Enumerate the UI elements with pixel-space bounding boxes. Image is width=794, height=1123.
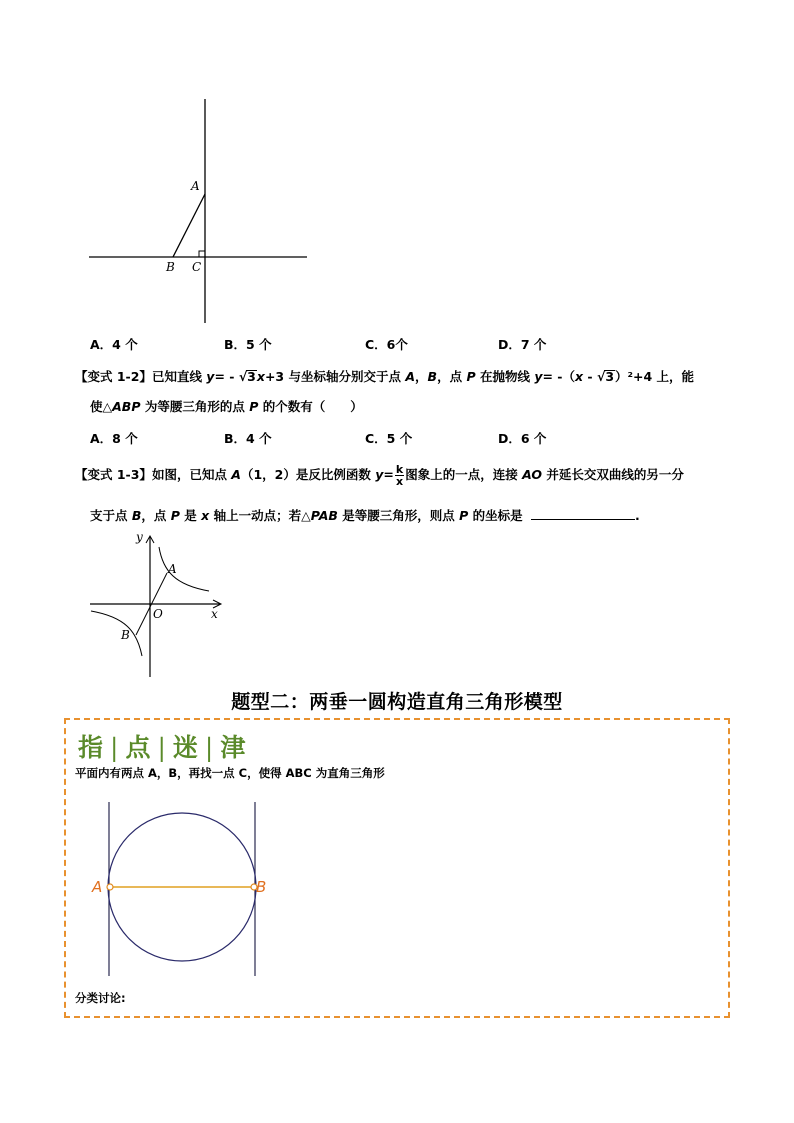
tip-title: 指 | 点 | 迷 | 津: [78, 733, 247, 762]
fraction-k-over-x: $\frac{k}{x}$: [395, 463, 404, 488]
q3-tag: 【变式 1-3】: [75, 467, 152, 482]
figure-triangle-abc: [85, 95, 315, 327]
q2-option-a[interactable]: A．8 个: [90, 431, 138, 446]
tip-description: 平面内有两点 A，B，再找一点 C，使得 ABC 为直角三角形: [75, 766, 385, 780]
q2-line2: 使△ABP 为等腰三角形的点 P 的个数有（ ）: [90, 399, 363, 414]
label-b: B: [166, 260, 175, 274]
q2-option-d[interactable]: D．6 个: [498, 431, 547, 446]
point-a: [107, 884, 113, 890]
q3-line2: 支于点 B，点 P 是 x 轴上一动点；若△PAB 是等腰三角形，则点 P 的坐标是 .: [90, 508, 640, 523]
q2-tag: 【变式 1-2】: [75, 369, 152, 384]
q1-option-d[interactable]: D．7 个: [498, 337, 547, 352]
right-angle-marker: [199, 251, 205, 257]
hyperbola-branch-3: [91, 611, 142, 656]
segment-ab: [173, 194, 205, 257]
label-x: x: [211, 607, 218, 621]
label-a: A: [92, 878, 103, 896]
answer-blank[interactable]: [531, 507, 635, 520]
q2-option-c[interactable]: C．5 个: [365, 431, 413, 446]
figure-hyperbola: [85, 525, 235, 680]
label-b: B: [256, 878, 267, 896]
label-y: y: [136, 530, 143, 544]
section-title: 题型二：两垂一圆构造直角三角形模型: [231, 691, 563, 713]
sqrt-3b: 3: [605, 369, 615, 384]
tip-footer: 分类讨论:: [75, 991, 126, 1005]
q3-line1: 【变式 1-3】如图，已知点 A（1，2）是反比例函数 y= $\frac{k}{x}$ 图象上的一点，连接 AO 并延长交双曲线的另一分: [75, 463, 684, 488]
sqrt-3: 3: [247, 369, 256, 384]
q2-options: [90, 431, 610, 447]
q1-options: [90, 337, 610, 353]
q2-line1: 【变式 1-2】已知直线 y= - √3x+3 与坐标轴分别交于点 A，B，点 P 在抛物线 y= -（x - √3）²+4 上，能: [75, 369, 695, 384]
q2-option-b[interactable]: B．4 个: [224, 431, 272, 446]
label-o: O: [153, 607, 163, 621]
label-c: C: [192, 260, 202, 274]
label-b: B: [121, 628, 130, 642]
hyperbola-branch-1: [159, 547, 209, 591]
q1-option-a[interactable]: A．4 个: [90, 337, 138, 352]
figure-circle-model: [88, 800, 278, 978]
label-a: A: [191, 179, 200, 193]
q1-option-b[interactable]: B．5 个: [224, 337, 272, 352]
label-a: A: [168, 562, 177, 576]
q1-option-c[interactable]: C．6个: [365, 337, 408, 352]
